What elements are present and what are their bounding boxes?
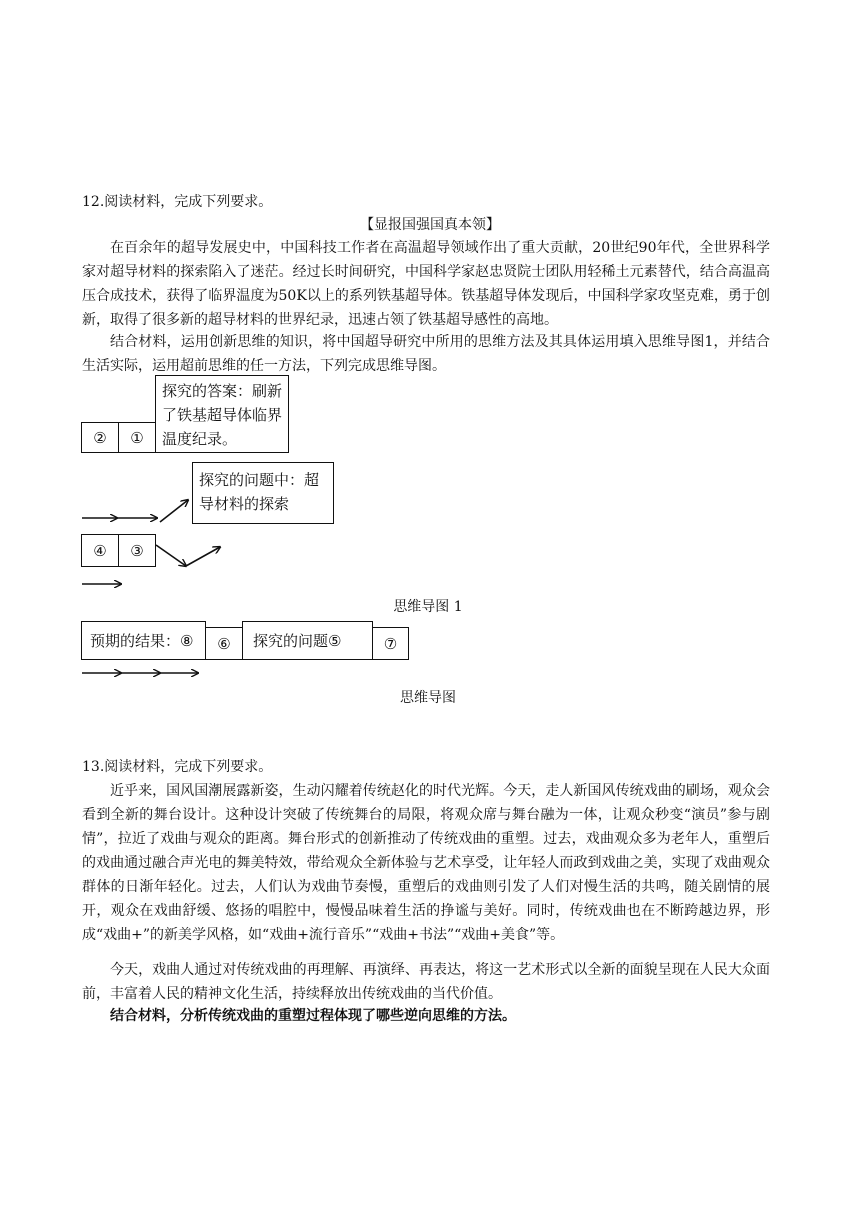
material-title: 【显报国强国真本领】: [360, 217, 500, 233]
q13-material-paragraph-1: 近乎来，国风国潮展露新姿，生动闪耀着传统赵化的时代光辉。今天，走人新国风传统戏曲的刷场，观众会看到全新的舞台设计。这种设计突破了传统舞台的局限，将观众席与舞台融为一体，让观众秒变“演员”参与剧情”，拉近了戏曲与观众的距离。舞台形式的创新推动了传统戏曲的重塑。过去，戏曲观众多为老年人，重塑后的戏曲通过融合声光电的舞美特效，带给观众全新体验与艺术享受，让年轻人而政到戏曲之美，实现了戏曲观众群体的日渐年轻化。过去，人们认为戏曲节奏慢，重塑后的戏曲则引发了人们对慢生活的共鸣，随关剧情的展开，观众在戏曲舒缓、悠扬的唱腔中，慢慢品味着生活的挣谧与美好。同时，传统戏曲也在不断跨越边界，形成“戏曲+”的新美学风格，如“戏曲+流行音乐”“戏曲+书法”“戏曲+美食”等。: [82, 783, 770, 943]
map-cell-4: ④: [81, 534, 119, 567]
arrow-icon: [186, 547, 220, 566]
q12-instruction-paragraph: 结合材料，运用创新思维的知识，将中国超导研究中所用的思维方法及其具体运用填入思维导图1，并结合生活实际，运用超前思维的任一方法，下列完成思维导图。: [82, 334, 770, 374]
arrow-icon: [160, 500, 188, 522]
q13-question: 结合材料，分析传统戏曲的重塑过程体现了哪些逆向思维的方法。: [110, 1008, 516, 1024]
result-box-label: 预期的结果：⑧: [90, 632, 194, 650]
question-box-2-label: 探究的问题⑤: [253, 632, 342, 650]
map-cell-2: ②: [81, 422, 119, 453]
q12-material-paragraph: 在百余年的超导发展史中，中国科技工作者在高温超导领域作出了重大贡献，20世纪90年代，全世界科学家对超导材料的探索陷入了迷茫。经过长时间研究，中国科学家赵忠贤院士团队用轻稀土元素替代，结合高温高压合成技术，获得了临界温度为50K以上的系列铁基超导体。铁基超导体发现后，中国科学家攻坚克难，勇于创新，取得了很多新的超导材料的世界纪录，迅速占领了铁基超导感性的高地。: [82, 240, 770, 328]
map-cell-1: ①: [118, 422, 156, 453]
map-cell-3: ③: [118, 534, 156, 567]
question-12-title: 12.阅读材料，完成下列要求。: [82, 194, 273, 210]
arrow-icon: [156, 545, 186, 566]
answer-box: 探究的答案：刷新了铁基超导体临界温度纪录。: [155, 375, 289, 453]
map-cell-7: ⑦: [372, 627, 409, 660]
mind-map-1-caption: 思维导图 1: [393, 599, 463, 615]
q13-material-paragraph-2: 今天，戏曲人通过对传统戏曲的再理解、再演绎、再表达，将这一艺术形式以全新的面貌呈现在人民大众面前，丰富着人民的精神文化生活，持续释放出传统戏曲的当代价值。: [82, 962, 770, 1002]
question-box: 探究的问题中：超导材料的探索: [192, 462, 334, 524]
question-13-title: 13.阅读材料，完成下列要求。: [82, 759, 273, 775]
map-cell-6: ⑥: [205, 627, 243, 660]
mind-map-2-caption: 思维导图: [400, 690, 456, 706]
